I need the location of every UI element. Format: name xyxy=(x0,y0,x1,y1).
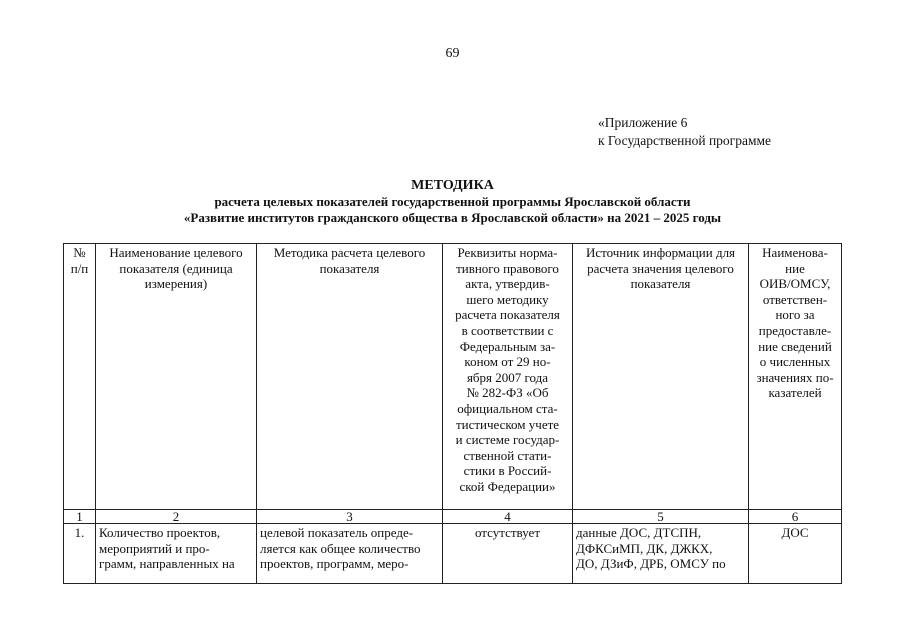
cell-line: о численных xyxy=(759,354,831,370)
row-responsible xyxy=(749,524,842,584)
heading-subtitle-1: расчета целевых показателей государственной программы Ярославской области xyxy=(214,194,691,209)
cell-line: Наименова- xyxy=(762,245,828,260)
cell-line: целевой показатель опреде- xyxy=(260,525,414,540)
cell-line: ляется как общее количество xyxy=(260,540,421,556)
header-cell-num xyxy=(64,244,96,510)
page-number: 69 xyxy=(445,46,460,61)
cell-line: отсутствует xyxy=(474,525,541,540)
cell-line: в соответствии с xyxy=(461,322,554,338)
appendix-line-1: «Приложение 6 xyxy=(598,115,688,130)
cell-line: казателей xyxy=(768,385,822,401)
cell-line: тивного правового xyxy=(456,260,559,276)
cell-line: коном от 29 но- xyxy=(464,354,551,370)
cell-line: ДОС xyxy=(781,525,809,540)
cell-line: акта, утвердив- xyxy=(465,276,550,292)
cell-line: ного за xyxy=(775,307,815,323)
table-row xyxy=(64,524,842,584)
header-cell-source xyxy=(573,244,749,510)
appendix-note xyxy=(598,114,771,150)
cell-line: ответствен- xyxy=(762,291,828,307)
column-number: 5 xyxy=(573,510,749,524)
cell-line: п/п xyxy=(70,260,89,276)
heading-subtitle-2: «Развитие институтов гражданского общества в Ярославской области» на 2021 – 2025 годы xyxy=(183,210,722,225)
indicators-table xyxy=(63,243,842,584)
column-number: 3 xyxy=(257,510,443,524)
document-heading xyxy=(0,178,905,226)
cell-line: № 282-ФЗ «Об xyxy=(466,385,549,401)
table-header-row xyxy=(64,244,842,510)
cell-line: измерения) xyxy=(144,276,208,292)
cell-line: ской Федерации» xyxy=(459,478,556,494)
cell-line: Источник информации для xyxy=(585,245,736,260)
cell-line: показателя (единица xyxy=(119,260,233,276)
cell-line: № xyxy=(73,245,86,260)
column-number: 2 xyxy=(96,510,257,524)
cell-line: Федеральным за- xyxy=(459,338,556,354)
cell-line: шего методику xyxy=(466,291,549,307)
cell-line: ДО, ДЗиФ, ДРБ, ОМСУ по xyxy=(576,556,726,572)
cell-line: ственной стати- xyxy=(463,447,552,463)
column-number: 6 xyxy=(749,510,842,524)
cell-line: Наименование целевого xyxy=(109,245,243,260)
cell-line: расчета показателя xyxy=(455,307,560,323)
cell-line: мероприятий и про- xyxy=(99,540,210,556)
header-cell-name xyxy=(96,244,257,510)
row-method xyxy=(257,524,443,584)
cell-line: ября 2007 года xyxy=(466,369,549,385)
cell-line: значениях по- xyxy=(756,369,834,385)
cell-line: Количество проектов, xyxy=(99,525,221,540)
cell-line: грамм, направленных на xyxy=(99,556,235,572)
appendix-line-2: к Государственной программе xyxy=(598,133,772,148)
cell-line: официальном ста- xyxy=(457,400,558,416)
cell-line: ние сведений xyxy=(758,338,832,354)
cell-line: тистическом учете xyxy=(455,416,560,432)
cell-line: ние xyxy=(785,260,805,276)
cell-line: расчета значения целевого xyxy=(587,260,734,276)
column-number: 4 xyxy=(443,510,573,524)
cell-line: Методика расчета целевого xyxy=(273,245,426,260)
row-source xyxy=(573,524,749,584)
heading-title: МЕТОДИКА xyxy=(411,178,494,193)
header-cell-method xyxy=(257,244,443,510)
column-number: 1 xyxy=(64,510,96,524)
cell-line: ДФКСиМП, ДК, ДЖКХ, xyxy=(576,540,713,556)
cell-line: показателя xyxy=(630,276,691,292)
cell-line: проектов, программ, меро- xyxy=(260,556,409,572)
row-num: 1. xyxy=(64,524,96,584)
header-cell-responsible xyxy=(749,244,842,510)
row-indicator-name xyxy=(96,524,257,584)
cell-line: Реквизиты норма- xyxy=(457,245,558,260)
row-act xyxy=(443,524,573,584)
cell-line: и системе государ- xyxy=(455,432,560,448)
cell-line: данные ДОС, ДТСПН, xyxy=(576,525,702,540)
cell-line: ОИВ/ОМСУ, xyxy=(759,276,831,292)
cell-line: стики в Россий- xyxy=(463,463,552,479)
cell-line: предоставле- xyxy=(758,322,832,338)
column-number-row xyxy=(64,510,842,524)
cell-line: показателя xyxy=(319,260,380,276)
header-cell-act xyxy=(443,244,573,510)
